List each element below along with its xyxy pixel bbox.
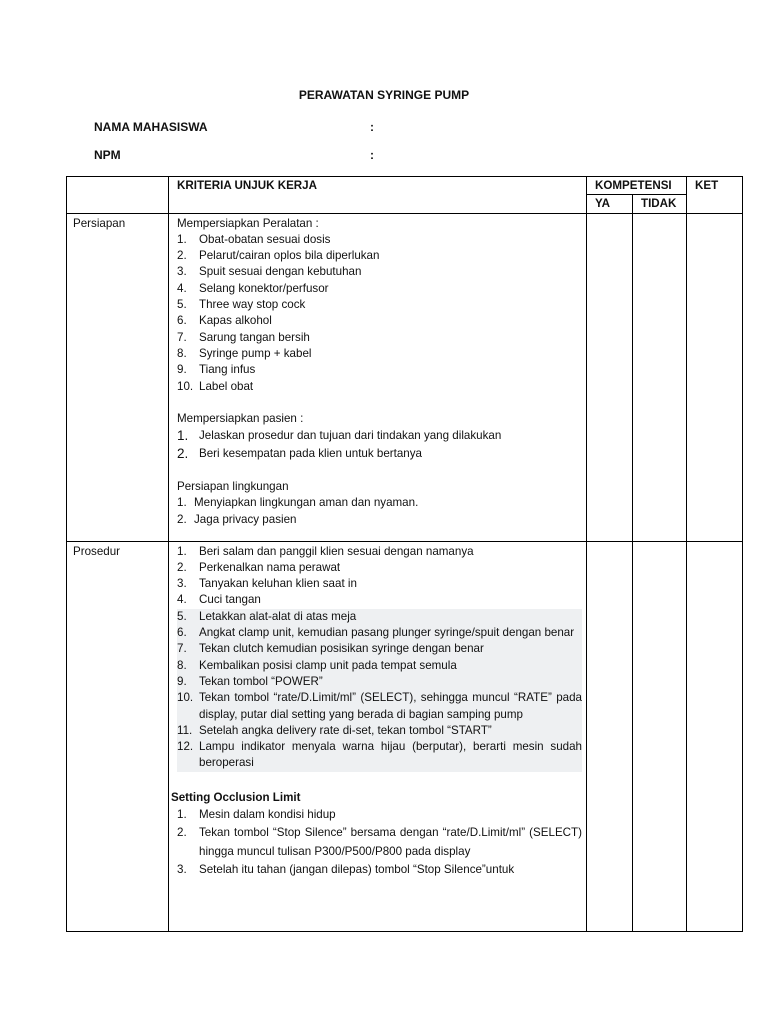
list-item: 3. Spuit sesuai dengan kebutuhan — [177, 265, 362, 279]
persiapan-content — [169, 213, 587, 541]
list-item: 7. Tekan clutch kemudian posisikan syringe dengan benar — [177, 642, 484, 656]
section-label-persiapan: Persiapan — [67, 213, 169, 541]
header-tidak: TIDAK — [633, 195, 687, 213]
list-item: 11. Setelah angka delivery rate di-set, tekan tombol “START” — [177, 723, 492, 737]
list-item: 2. Perkenalkan nama perawat — [177, 560, 341, 574]
header-blank-cell — [67, 177, 169, 214]
assessment-table — [66, 176, 743, 932]
list-item: 9. Tiang infus — [177, 363, 256, 377]
header-ket: KET — [687, 177, 743, 214]
list-item: 6. Kapas alkohol — [177, 314, 272, 328]
pasien-list — [177, 427, 582, 463]
list-item: 6. Angkat clamp unit, kemudian pasang plunger syringe/spuit dengan benar — [177, 626, 575, 640]
list-item: 2. Beri kesempatan pada klien untuk bertanya — [177, 446, 422, 462]
pasien-heading: Mempersiapkan pasien : — [177, 411, 304, 425]
list-item: 10. Label obat — [177, 379, 254, 393]
list-item: 2. Jaga privacy pasien — [177, 512, 297, 526]
page-title: PERAWATAN SYRINGE PUMP — [298, 88, 470, 102]
prosedur-content — [169, 541, 587, 931]
occlusion-heading: Setting Occlusion Limit — [171, 790, 301, 804]
label-npm: NPM — [94, 148, 121, 162]
list-item: 1. Obat-obatan sesuai dosis — [177, 232, 331, 246]
list-item: 1. Mesin dalam kondisi hidup — [177, 808, 336, 822]
list-item: 9. Tekan tombol “POWER” — [177, 674, 323, 688]
list-item: 2. Pelarut/cairan oplos bila diperlukan — [177, 249, 380, 263]
cell-ya-persiapan[interactable] — [587, 213, 633, 541]
list-item: 10. Tekan tombol “rate/D.Limit/ml” (SELECT), sehingga muncul “RATE” pada display, putar dial setting yang berada di bagian samping pump — [177, 691, 582, 721]
cell-ket-prosedur[interactable] — [687, 541, 743, 931]
label-nama-mahasiswa: NAMA MAHASISWA — [94, 120, 208, 134]
header-kriteria: KRITERIA UNJUK KERJA — [169, 177, 587, 214]
list-item: 12. Lampu indikator menyala warna hijau (berputar), berarti mesin sudah beroperasi — [177, 740, 582, 770]
list-item: 1. Jelaskan prosedur dan tujuan dari tindakan yang dilakukan — [177, 428, 502, 444]
list-item: 7. Sarung tangan bersih — [177, 330, 310, 344]
list-item: 3. Tanyakan keluhan klien saat in — [177, 577, 357, 591]
header-ya: YA — [587, 195, 633, 213]
cell-ya-prosedur[interactable] — [587, 541, 633, 931]
lingkungan-list — [177, 495, 582, 528]
prosedur-list-shaded — [177, 609, 582, 772]
list-item: 5. Letakkan alat-alat di atas meja — [177, 609, 357, 623]
colon-npm: : — [370, 148, 374, 162]
list-item: 2. Tekan tombol “Stop Silence” bersama dengan “rate/D.Limit/ml” (SELECT) hingga muncul tulisan P300/P500/P800 pada display — [177, 826, 582, 859]
alat-list — [177, 232, 582, 395]
lingkungan-heading: Persiapan lingkungan — [177, 480, 289, 494]
alat-heading: Mempersiapkan Peralatan : — [177, 216, 319, 230]
list-item: 5. Three way stop cock — [177, 298, 306, 312]
list-item: 4. Selang konektor/perfusor — [177, 281, 329, 295]
cell-ket-persiapan[interactable] — [687, 213, 743, 541]
list-item: 1. Beri salam dan panggil klien sesuai dengan namanya — [177, 544, 474, 558]
prosedur-list — [177, 544, 582, 609]
occlusion-list — [177, 806, 582, 879]
list-item: 4. Cuci tangan — [177, 593, 261, 607]
list-item: 8. Syringe pump + kabel — [177, 346, 312, 360]
cell-tidak-prosedur[interactable] — [633, 541, 687, 931]
list-item: 1. Menyiapkan lingkungan aman dan nyaman. — [177, 496, 419, 510]
list-item: 3. Setelah itu tahan (jangan dilepas) tombol “Stop Silence”untuk — [177, 863, 515, 877]
cell-tidak-persiapan[interactable] — [633, 213, 687, 541]
section-label-prosedur: Prosedur — [67, 541, 169, 931]
list-item: 8. Kembalikan posisi clamp unit pada tempat semula — [177, 658, 457, 672]
header-kompetensi: KOMPETENSI — [587, 177, 687, 195]
colon-nama-mahasiswa: : — [370, 120, 374, 134]
